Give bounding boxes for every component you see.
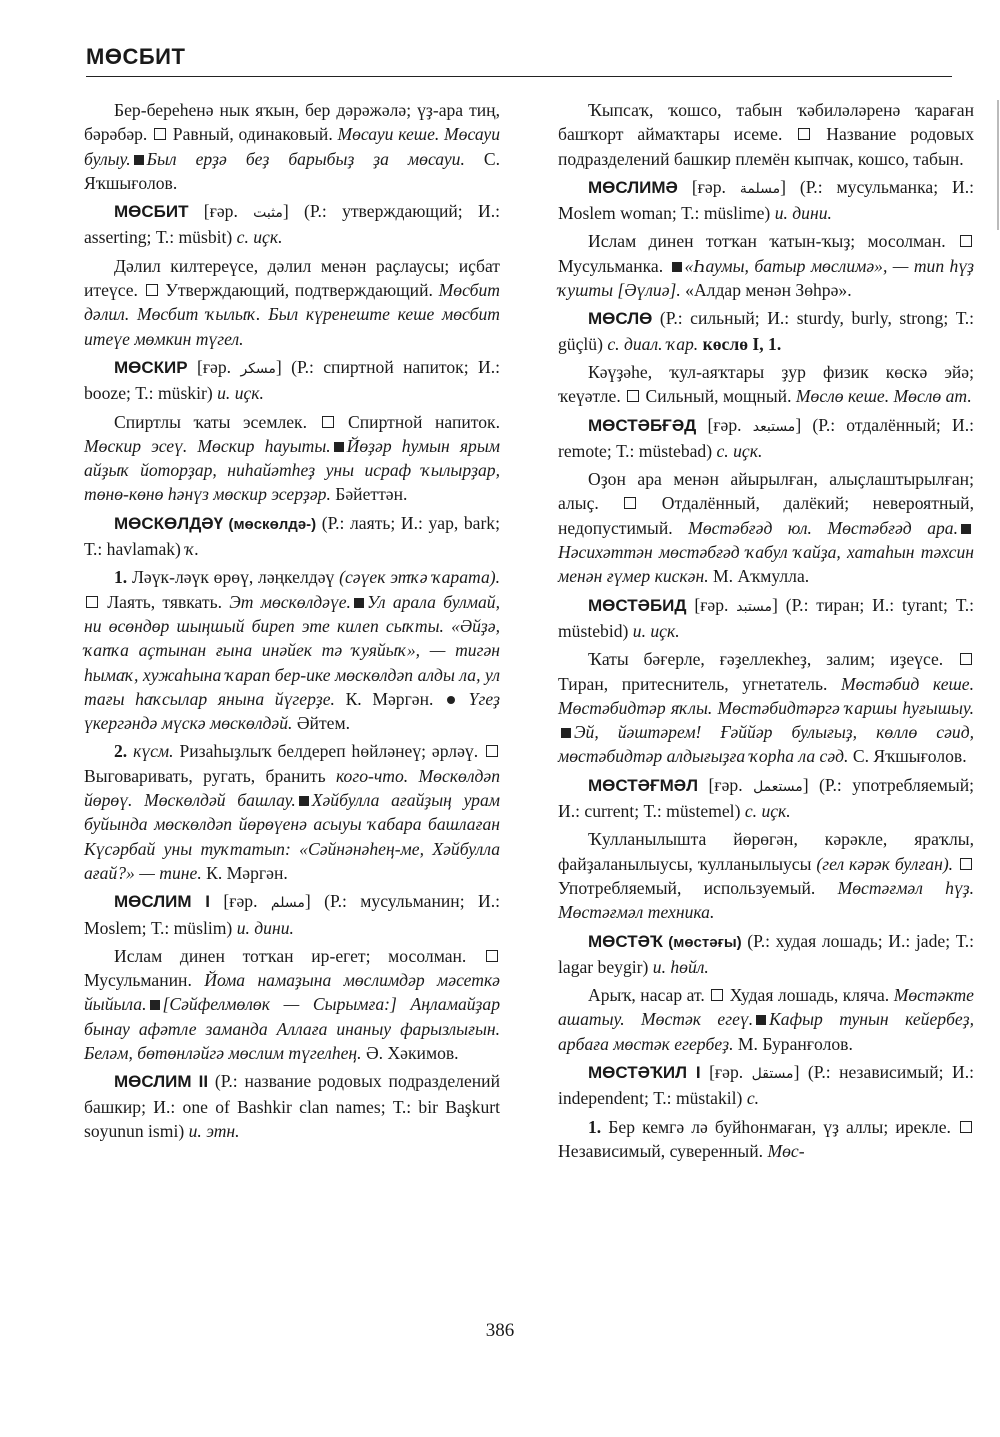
running-header	[86, 44, 952, 77]
body-text: Мусульманка.	[558, 255, 669, 276]
example-marker-icon	[150, 1000, 160, 1010]
body-text: Бәйеттән.	[330, 484, 408, 505]
body-text: (Р.: лаять; И.: yap, bark; Т.: havlamak)	[84, 512, 500, 560]
italic-text: Мөстәкте ашатыу. Мөстәк егеү.	[558, 985, 974, 1030]
body-text: Худая лошадь, кляча.	[725, 985, 894, 1006]
example-marker-icon	[354, 598, 364, 608]
russian-translation-marker-icon	[960, 653, 972, 665]
dictionary-paragraph	[84, 944, 500, 1065]
dictionary-paragraph	[558, 773, 974, 824]
body-text: Ризаһыҙлыҡ белдереп һөйләнеү; әрләү.	[173, 741, 484, 762]
page-number: 386	[485, 1320, 515, 1341]
body-text: Оҙон ара менән айырылған, алыҫлаштырылған; алыҫ.	[558, 469, 974, 514]
arabic-etymon: مسكر	[240, 360, 276, 377]
body-text: Отдалённый, далёкий; невероятный, недопустимый.	[558, 493, 974, 538]
body-text: Лаять, тявкать.	[100, 591, 230, 612]
russian-translation-marker-icon	[960, 235, 972, 247]
body-text: Ләүк-ләүк өрөү, ләңкелдәү	[127, 567, 340, 588]
italic-text: Йөҙәр һумын ярым айҙыҡ йоторҙар, ниһайәтһеҙ уны исраф ҡылырҙар, төнө-көнө һәнүз мөскир эсерҙәр.	[84, 435, 500, 505]
italic-text: Кафыр тунын кейербеҙ, арбаға мөстәк егербеҙ.	[558, 1009, 974, 1054]
body-text: К. Мәргән.	[201, 862, 288, 883]
arabic-etymon: مستقل	[751, 1065, 794, 1082]
italic-text: Йома намаҙына мөслимдәр мәсеткә йыйыла.	[84, 970, 500, 1015]
italic-text: Мөслө кеше. Мөслө ат.	[795, 386, 972, 407]
body-text: ] (Р.: независимый; И.: independent; Т.: müstakil)	[558, 1061, 974, 1109]
arabic-etymon: مسلمة	[739, 180, 781, 197]
example-marker-icon	[756, 1015, 766, 1025]
italic-text: с. иҫк.	[716, 440, 763, 461]
body-text: ] (Р.: мусульманин; И.: Moslem; Т.: müslim)	[84, 891, 500, 938]
headword: МӨСКӨЛДӘҮ	[114, 513, 224, 533]
body-text: Выговаривать, ругать, бранить	[84, 765, 336, 786]
body-text: Әйтем.	[292, 713, 350, 734]
headword: МӨСТӘҠИЛ I	[588, 1062, 701, 1082]
italic-text: с. иҫк.	[744, 801, 791, 822]
dictionary-paragraph	[84, 889, 500, 940]
body-text: Сильный, мощный.	[641, 386, 796, 407]
italic-text: с.	[746, 1088, 760, 1109]
italic-text: Үгеҙ үкергәндә мүскә мөскөлдәй.	[84, 688, 500, 734]
headword: МӨСТӘБҒӘД	[588, 415, 697, 435]
body-text: Спиртной напиток.	[335, 411, 500, 432]
page-edge-line	[997, 100, 999, 230]
body-text: Утверждающий, подтверждающий.	[159, 280, 439, 301]
body-text: Ә. Хәкимов.	[361, 1042, 459, 1063]
body-text: Арыҡ, насар ат.	[588, 985, 710, 1006]
dictionary-paragraph	[84, 739, 500, 885]
dictionary-paragraph	[558, 98, 974, 171]
italic-text: Ул арала булмай, ни өсөндөр шыңшый биреп эте килеп сыҡты. «Әйҙә, ҡапҡа аҫтынан ғына инәйек тә ҡуяйыҡ», — тигән һымаҡ, хужаһына ҡарап бер-ике мөскөлдәп алды ла, ул тағы һаҡсылар янына йүгерҙе.	[84, 591, 500, 709]
russian-translation-marker-icon	[146, 284, 158, 296]
dictionary-paragraph	[558, 827, 974, 924]
italic-text: Эт мөскөлдәүе.	[229, 591, 351, 612]
dictionary-paragraph	[84, 410, 500, 507]
italic-text: Мөстәбғәд юл. Мөстәбғәд ара.	[688, 517, 958, 538]
italic-text: с. иҫк.	[236, 227, 283, 248]
body-text: (Р.: худая лошадь; И.: jade; Т.: lagar beygir)	[558, 930, 974, 977]
dictionary-paragraph	[84, 254, 500, 351]
russian-translation-marker-icon	[960, 1121, 972, 1133]
dictionary-paragraph	[558, 175, 974, 226]
italic-text: Мөстәбид кеше. Мөстәбидтәр яҡлы. Мөстәбидтәргә ҡаршы һуғышыу.	[558, 673, 974, 718]
italic-text: Мөскир эсеү. Мөскир һауыты.	[84, 435, 331, 456]
italic-text: кого-что. Мөскөлдәп йөрөү. Мөскөлдәй башлау.	[84, 765, 500, 811]
russian-translation-marker-icon	[486, 745, 498, 757]
body-text: Равный, одинаковый.	[168, 124, 338, 145]
italic-text: (гел кәрәк булған).	[816, 853, 954, 874]
example-marker-icon	[134, 155, 144, 165]
body-text: Бер кемгә лә буйһонмаған, үҙ аллы; ирекле.	[601, 1116, 958, 1137]
body-text: Мусульманин.	[84, 970, 205, 991]
dictionary-paragraph	[558, 647, 974, 768]
russian-translation-marker-icon	[154, 128, 166, 140]
body-text: С. Яҡшығолов.	[84, 148, 500, 193]
body-text: (Р.: сильный; И.: sturdy, burly, strong; Т.: güçlü)	[558, 308, 974, 354]
italic-text: Нәсихәттән мөстәбғәд ҡабул ҡайҙа, хатаһын тәхсин менән ғүмер кискән.	[558, 542, 974, 587]
russian-translation-marker-icon	[627, 390, 639, 402]
dictionary-paragraph	[558, 413, 974, 464]
italic-text: и. этн.	[188, 1120, 240, 1141]
example-marker-icon	[961, 524, 971, 534]
headword: МӨСЛӨ	[588, 309, 653, 329]
italic-text: и. иҫк.	[632, 620, 680, 641]
headword: МӨСТӘБИД	[588, 595, 687, 615]
dictionary-paragraph	[84, 565, 500, 735]
body-text: Кәүҙәһе, ҡул-аяҡтары ҙур физик көскә эйә; ҡеүәтле.	[558, 361, 974, 407]
russian-translation-marker-icon	[486, 950, 498, 962]
dictionary-paragraph	[558, 1115, 974, 1164]
body-text: [ғәр.	[188, 201, 254, 222]
left-column	[84, 98, 500, 1147]
dictionary-paragraph	[558, 306, 974, 356]
example-marker-icon	[334, 442, 344, 452]
headword: МӨСТӘҒМӘЛ	[588, 775, 699, 795]
arabic-etymon: مستبد	[736, 598, 773, 615]
body-text: Дәлил килтереүсе, дәлил менән раҫлаусы; иҫбат итеүсе.	[84, 255, 500, 301]
headword: МӨСЛИМӘ	[588, 177, 678, 197]
body-text: «Алдар менән Зөһрә».	[680, 280, 852, 301]
dictionary-paragraph	[558, 593, 974, 644]
italic-text: Мөсбит дәлил. Мөсбит ҡылыҡ. Был күренеште кеше мөсбит итеүе мөмкин түгел.	[84, 280, 501, 349]
body-text: Ҡыпсаҡ, ҡошсо, табын ҡәбиләләренә ҡараған башҡорт аймаҡтары исеме.	[558, 100, 974, 145]
body-text: ] (Р.: мусульманка; И.: Moslem woman; Т.: müslime)	[558, 176, 974, 224]
italic-text: Мөс-	[767, 1140, 805, 1161]
russian-translation-marker-icon	[86, 596, 98, 608]
dictionary-paragraph	[558, 229, 974, 302]
russian-translation-marker-icon	[322, 416, 334, 428]
dictionary-paragraph	[558, 1060, 974, 1111]
russian-translation-marker-icon	[798, 128, 810, 140]
russian-translation-marker-icon	[711, 989, 723, 1001]
italic-text: (сәүек этҡә ҡарата).	[339, 567, 500, 588]
headword: МӨСТӘҠ	[588, 931, 663, 951]
dictionary-paragraph	[84, 1069, 500, 1143]
body-text: [ғәр.	[698, 774, 754, 795]
italic-text: «Һаумы, батыр мөслимә», — тип һүҙ ҡушты [Әүлиә].	[558, 255, 974, 301]
body-text: Спиртлы ҡаты эсемлек.	[114, 411, 320, 432]
dictionary-paragraph	[84, 511, 500, 562]
italic-text: ҡ.	[185, 539, 200, 560]
dictionary-paragraph	[558, 983, 974, 1056]
italic-text: с. диал. ҡар.	[607, 333, 699, 354]
headword-stem: (мөстәғы)	[662, 933, 742, 951]
italic-text: [Сәйфелмөлөк — Сырымға:] Аңламайҙар бынау афәтле заманда Аллаға инаныу фарызлығын. Беләм, бөтөнләйгә мөслим түгелһең.	[84, 994, 500, 1063]
body-text: М. Буранғолов.	[733, 1033, 853, 1054]
italic-text: Эй, йәштәрем! Ғәййәр булығыҙ, көллө сәид, мөстәбидтәр алдығыҙға ҡорһа ла сәд.	[558, 722, 974, 767]
body-text: ] (Р.: отдалённый; И.: remote; Т.: müstebad)	[558, 414, 974, 461]
italic-text: Был ерҙә беҙ барыбыҙ ҙа мөсауи.	[146, 148, 465, 169]
body-text: [ғәр.	[187, 356, 241, 377]
body-text: [ғәр.	[686, 594, 737, 615]
italic-text: и. дини.	[774, 203, 832, 224]
headword: МӨСБИТ	[114, 202, 189, 222]
dictionary-paragraph	[558, 929, 974, 980]
example-marker-icon	[561, 728, 571, 738]
italic-text: Мөсауи кеше. Мөсауи булыу.	[84, 124, 500, 169]
body-text: Употребляемый, используемый.	[558, 877, 838, 898]
body-text: Бер-береһенә нык яҡын, бер дәрәжәлә; үҙ-ара тиң, бәрәбәр.	[84, 100, 500, 145]
body-text: М. Аҡмулла.	[708, 566, 810, 587]
body-text: ] (Р.: употребляемый; И.: current; Т.: müstemel)	[558, 774, 974, 822]
arabic-etymon: مثبت	[253, 205, 283, 222]
body-text: ] (Р.: утверждающий; И.: asserting; Т.: müsbit)	[84, 201, 500, 248]
dictionary-paragraph	[84, 199, 500, 250]
bold-text: 2.	[114, 741, 128, 762]
body-text: [ғәр.	[696, 414, 753, 435]
italic-text: и. иҫк.	[217, 383, 264, 404]
body-text: Независимый, суверенный.	[558, 1140, 768, 1161]
italic-text: Хәйбулла ағайҙың урам буйында мөскөлдәп йөрөүенә асыуы ҡабара башлаған Күсәрбай уны туҡтатып: «Сәйнәнәһең-ме, Хәйбулла ағай?» — тине.	[84, 790, 500, 883]
russian-translation-marker-icon	[624, 497, 636, 509]
dictionary-paragraph	[558, 467, 974, 588]
body-text: [ғәр.	[210, 891, 271, 912]
proverb-marker-icon	[447, 696, 455, 704]
running-header-title: МӨСБИТ	[86, 44, 186, 69]
dictionary-paragraph	[84, 98, 500, 195]
body-text: [ғәр.	[700, 1061, 752, 1082]
body-text: Ислам динен тотҡан ир-егет; мосолман.	[114, 945, 484, 966]
bold-text: көслө I, 1.	[698, 333, 782, 354]
right-column	[558, 98, 974, 1167]
italic-text: Мөстәғмәл һүҙ. Мөстәғмәл техника.	[558, 877, 974, 923]
dictionary-paragraph	[558, 360, 974, 409]
body-text: ] (Р.: тиран; И.: tyrant; Т.: müstebid)	[558, 594, 974, 641]
body-text: Ислам динен тотҡан ҡатын-ҡыҙ; мосолман.	[588, 231, 958, 252]
body-text: Ҡаты бәғерле, ғәҙеллекһеҙ, залим; иҙеүсе.	[588, 649, 958, 670]
body-text: (Р.: название родовых подразделений башкир; И.: one of Bashkir clan names; Т.: bir Başkurt soyunun ismi)	[84, 1071, 500, 1141]
body-text: Название родовых подразделений башкир племён кыпчак, кошсо, табын.	[558, 124, 974, 169]
italic-text: и. дини.	[236, 917, 294, 938]
body-text: ] (Р.: спиртной напиток; И.: booze; Т.: müskir)	[84, 356, 500, 404]
headword: МӨСКИР	[114, 357, 188, 377]
example-marker-icon	[299, 796, 309, 806]
bold-text: 1.	[114, 567, 128, 588]
dictionary-paragraph	[84, 355, 500, 406]
headword-stem: (мөскөлдә-)	[223, 515, 317, 533]
arabic-etymon: مستبعد	[752, 418, 796, 435]
russian-translation-marker-icon	[960, 858, 972, 870]
arabic-etymon: مستعمل	[753, 778, 803, 795]
body-text: К. Мәргән.	[334, 688, 445, 709]
headword: МӨСЛИМ II	[114, 1072, 209, 1092]
headword: МӨСЛИМ I	[114, 892, 211, 912]
body-text: Тиран, притеснитель, угнетатель.	[558, 673, 841, 694]
body-text: С. Яҡшығолов.	[848, 746, 967, 767]
example-marker-icon	[672, 262, 682, 272]
italic-text: күсм.	[133, 741, 174, 762]
italic-text: и. һөйл.	[652, 956, 709, 977]
bold-text: 1.	[588, 1116, 602, 1137]
arabic-etymon: مسلم	[270, 895, 305, 912]
body-text: Ҡулланылышта йөрөгән, кәрәкле, яраҡлы, файҙаланылыусы, ҡулланылыусы	[558, 829, 974, 874]
body-text: [ғәр.	[677, 176, 740, 197]
body-text	[953, 854, 958, 874]
header-rule	[86, 76, 952, 77]
